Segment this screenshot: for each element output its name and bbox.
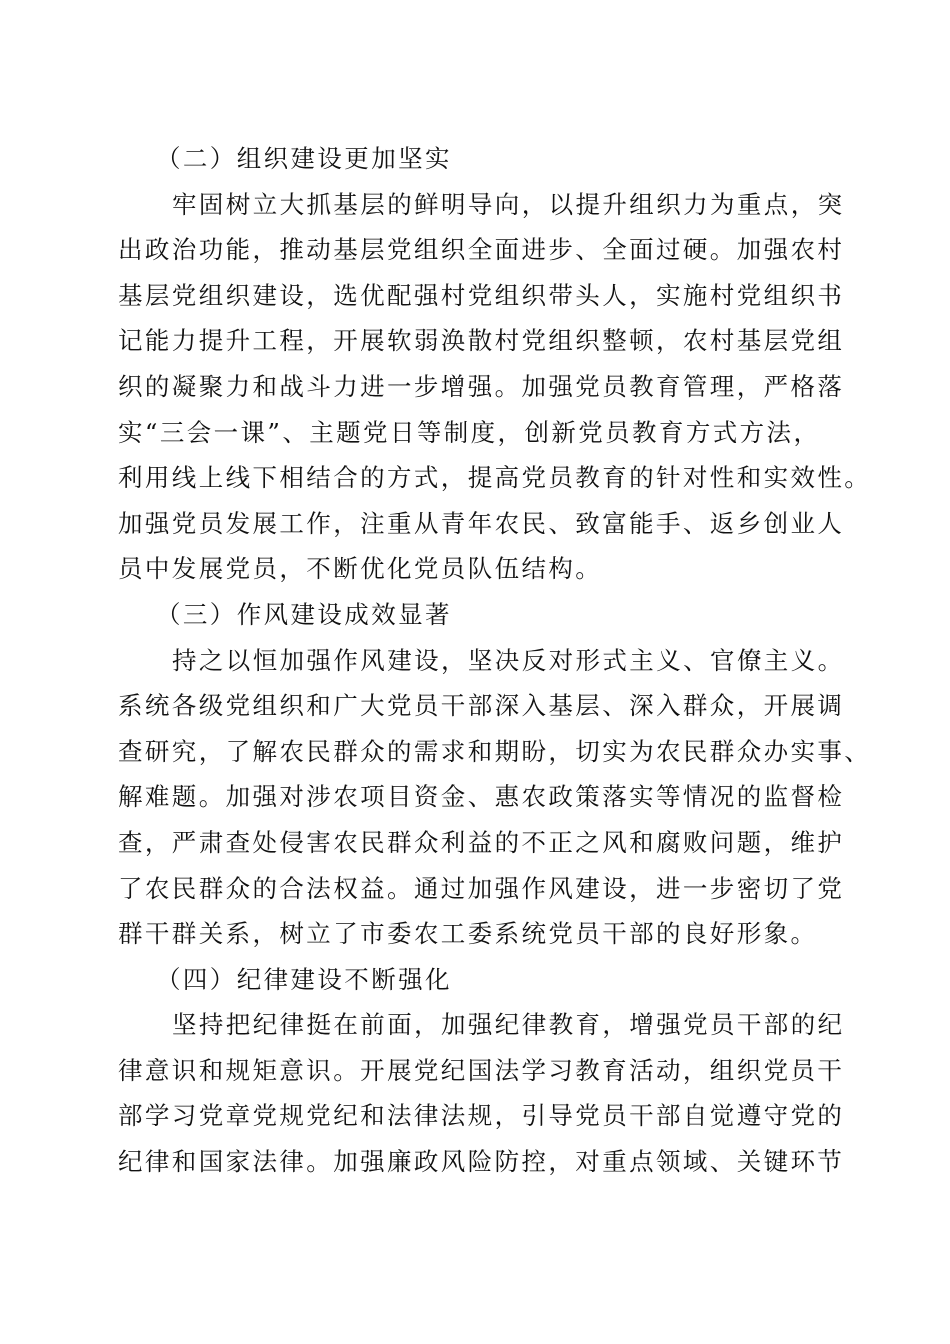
document-page (118, 136, 872, 1185)
paragraph-line: 基层党组织建设，选优配强村党组织带头人，实施村党组织书 (118, 280, 845, 310)
section-heading: （二）组织建设更加坚实 (156, 144, 452, 173)
paragraph-line: 解难题。加强对涉农项目资金、惠农政策落实等情况的监督检 (118, 782, 845, 812)
paragraph-line: 查研究，了解农民群众的需求和期盼，切实为农民群众办实事、 (118, 736, 872, 766)
paragraph-line: 织的凝聚力和战斗力进一步增强。加强党员教育管理，严格落 (118, 371, 845, 401)
section-paragraph (118, 1002, 845, 1184)
paragraph-line: 牢固树立大抓基层的鲜明导向，以提升组织力为重点，突 (172, 189, 845, 219)
paragraph-line: 查，严肃查处侵害农民群众利益的不正之风和腐败问题，维护 (118, 827, 845, 857)
paragraph-line: 律意识和规矩意识。开展党纪国法学习教育活动，组织党员干 (118, 1055, 845, 1085)
section-discipline (118, 957, 845, 1185)
section-paragraph (118, 638, 872, 957)
section-organization (118, 136, 872, 592)
paragraph-line: 坚持把纪律挺在前面，加强纪律教育，增强党员干部的纪 (172, 1010, 845, 1040)
paragraph-line: 持之以恒加强作风建设，坚决反对形式主义、官僚主义。 (172, 645, 845, 675)
paragraph-line: 利用线上线下相结合的方式，提高党员教育的针对性和实效性。 (118, 463, 872, 493)
paragraph-line: 了农民群众的合法权益。通过加强作风建设，进一步密切了党 (118, 873, 845, 903)
section-heading: （三）作风建设成效显著 (156, 599, 452, 629)
section-paragraph (118, 182, 872, 592)
paragraph-line: 系统各级党组织和广大党员干部深入基层、深入群众，开展调 (118, 691, 845, 721)
paragraph-line: 员中发展党员，不断优化党员队伍结构。 (118, 554, 603, 584)
paragraph-line: 出政治功能，推动基层党组织全面进步、全面过硬。加强农村 (118, 235, 845, 265)
section-heading: （四）纪律建设不断强化 (156, 964, 452, 994)
paragraph-line: 纪律和国家法律。加强廉政风险防控，对重点领域、关键环节 (118, 1147, 845, 1177)
section-work-style (118, 592, 872, 957)
paragraph-line: 实“三会一课”、主题党日等制度，创新党员教育方式方法， (118, 417, 821, 447)
paragraph-line: 加强党员发展工作，注重从青年农民、致富能手、返乡创业人 (118, 508, 845, 538)
paragraph-line: 记能力提升工程，开展软弱涣散村党组织整顿，农村基层党组 (118, 326, 845, 356)
paragraph-line: 群干群关系，树立了市委农工委系统党员干部的良好形象。 (118, 919, 818, 949)
paragraph-line: 部学习党章党规党纪和法律法规，引导党员干部自觉遵守党的 (118, 1101, 845, 1131)
